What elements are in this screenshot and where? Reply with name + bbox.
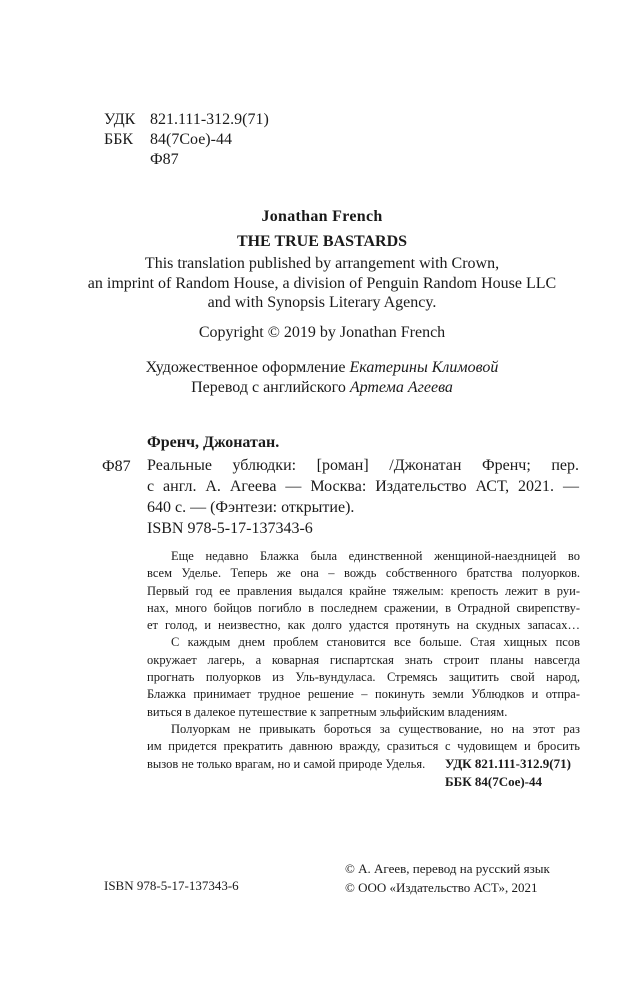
footer-copyright-line: © ООО «Издательство АСТ», 2021: [345, 880, 538, 895]
footer-copyright-line: © А. Агеев, перевод на русский язык: [345, 861, 550, 876]
annotation-line: С каждым днем проблем становится все больше. Стая хищных псов: [171, 635, 580, 650]
translation-credit: [0, 378, 644, 398]
cutter-code: Ф87: [150, 151, 179, 168]
bibliography-line: с англ. А. Агеева — Москва: Издательство АСТ, 2021. —: [147, 478, 579, 495]
original-author: Jonathan French: [261, 208, 383, 225]
design-credit: [0, 358, 644, 378]
bibliography-body: [147, 455, 579, 539]
bbk-row: [104, 130, 269, 150]
annotation-line: ет голод, и неизвестно, как долго удастся протянуть на скудных запасах…: [147, 618, 580, 633]
annotation-line: Полуоркам не привыкать бороться за существование, но на этот раз: [171, 721, 580, 736]
annotation-codes: [445, 755, 571, 791]
original-copyright: Copyright © 2019 by Jonathan French: [198, 324, 446, 341]
udk-label: УДК: [104, 111, 136, 128]
translation-note: [0, 254, 644, 313]
design-label: Художественное оформление: [145, 359, 346, 376]
footer-copyright: [345, 859, 550, 897]
annotation-bbk: ББК 84(7Сое)-44: [445, 774, 543, 789]
bibliography-line: Реальные ублюдки: [роман] /Джонатан Френч; пер.: [147, 457, 579, 474]
annotation-line: вызов не только врагам, но и самой природе Уделья.: [147, 756, 426, 771]
credits: [0, 358, 644, 398]
translation-note-line: an imprint of Random House, a division of Penguin Random House LLC: [87, 274, 557, 292]
annotation-line: всем Уделье. Теперь же она – вождь собственного братства полуорков.: [147, 566, 580, 581]
annotation-line: Еще недавно Блажка была единственной женщиной-наездницей во: [171, 549, 580, 563]
bibliography-cutter: Ф87: [102, 458, 131, 475]
original-title: THE TRUE BASTARDS: [236, 233, 408, 250]
translation-note-line: This translation published by arrangement with Crown,: [144, 255, 500, 272]
annotation-line: нах, много бойцов погибло в последнем сражении, в Отрадной свирепству-: [147, 600, 580, 615]
translation-note-line: and with Synopsis Literary Agency.: [207, 294, 437, 311]
annotation-line: прогнать полуорков из Уль-вундуласа. Стремясь защитить свой народ,: [147, 670, 580, 685]
bbk-value: 84(7Сое)-44: [150, 131, 232, 148]
design-name: Екатерины Климовой: [349, 359, 499, 376]
annotation-line: виться в далекое путешествие к запретным эльфийским владениям.: [147, 704, 508, 719]
translation-name: Артема Агеева: [349, 379, 453, 396]
cutter-row: [104, 150, 269, 170]
annotation-line: им придется прекратить давнюю вражду, сразиться с чудовищем и бросить: [147, 739, 580, 754]
udk-value: 821.111-312.9(71): [150, 111, 269, 128]
translation-label: Перевод с английского: [191, 379, 346, 396]
bbk-label: ББК: [104, 131, 134, 148]
annotation-line: Блажка принимает трудное решение – покинуть земли Ублюдков и отпра-: [147, 687, 580, 702]
bibliography-line: 640 с. — (Фэнтези: открытие).: [147, 499, 355, 516]
bibliography-heading: Френч, Джонатан.: [147, 434, 280, 451]
classification-block: [104, 110, 269, 170]
annotation-line: Первый год ее правления выдался крайне тяжелым: крепость лежит в руи-: [147, 583, 580, 598]
footer-isbn: ISBN 978-5-17-137343-6: [104, 878, 239, 893]
annotation-udk: УДК 821.111-312.9(71): [445, 756, 571, 771]
bibliography-isbn: ISBN 978-5-17-137343-6: [147, 520, 313, 537]
udk-row: [104, 110, 269, 130]
annotation-line: окружает лагерь, а коварная гиспартская знать строит планы навсегда: [147, 652, 580, 667]
annotation: [147, 548, 580, 773]
